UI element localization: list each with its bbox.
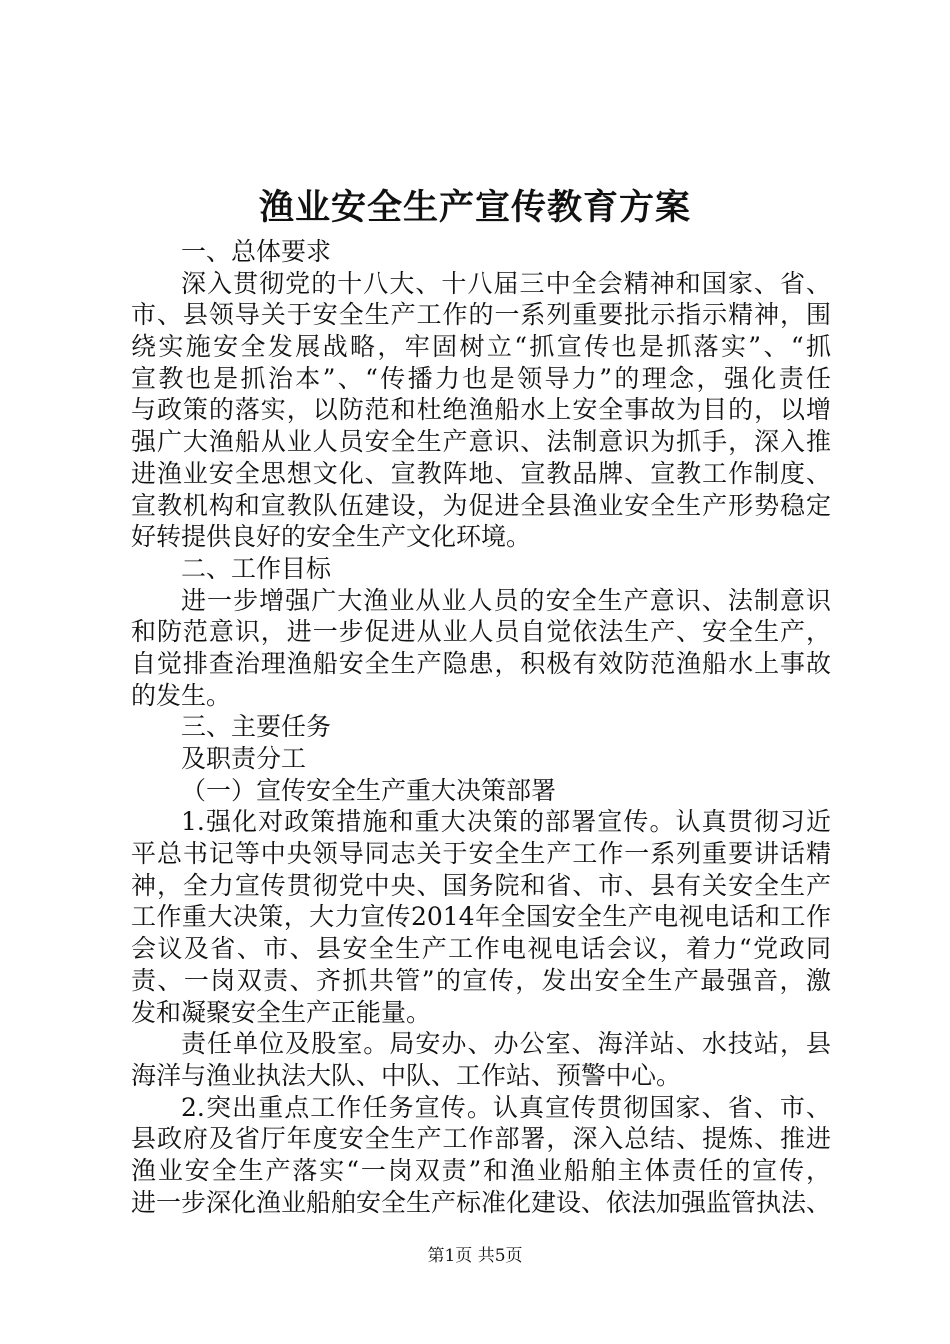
- body-text-line: 二、工作目标: [181, 553, 332, 583]
- body-text-line: 进一步深化渔业船舶安全生产标准化建设、依法加强监管执法、: [131, 1187, 832, 1217]
- body-text-line: 渔业安全生产落实“一岗双责”和渔业船舶主体责任的宣传，: [131, 1155, 831, 1185]
- body-text-line: 的发生。: [131, 680, 232, 710]
- body-text-line: 1.强化对政策措施和重大决策的部署宣传。认真贯彻习近: [181, 807, 831, 837]
- body-text-line: 强广大渔船从业人员安全生产意识、法制意识为抓手，深入推: [131, 427, 831, 457]
- body-text-line: 会议及省、市、县安全生产工作电视电话会议，着力“党政同: [131, 934, 831, 964]
- body-text-line: 及职责分工: [181, 744, 307, 773]
- body-text-line: 责、一岗双责、齐抓共管”的宣传，发出安全生产最强音，激: [131, 965, 831, 995]
- body-text-line: 市、县领导关于安全生产工作的一系列重要批示指示精神，围: [131, 300, 831, 330]
- body-text-line: （一）宣传安全生产重大决策部署: [181, 775, 557, 805]
- body-text-line: 县政府及省厅年度安全生产工作部署，深入总结、提炼、推进: [131, 1124, 831, 1154]
- body-text-line: 自觉排查治理渔船安全生产隐患，积极有效防范渔船水上事故: [131, 648, 831, 678]
- body-text-line: 三、主要任务: [181, 712, 332, 742]
- body-text-line: 一、总体要求: [181, 237, 332, 266]
- body-text-line: 海洋与渔业执法大队、中队、工作站、预警中心。: [131, 1060, 682, 1090]
- body-text-line: 宣教也是抓治本”、“传播力也是领导力”的理念，强化责任: [131, 363, 831, 393]
- page-footer: 第1页 共5页: [427, 1246, 523, 1266]
- body-text-line: 进渔业安全思想文化、宣教阵地、宣教品牌、宣教工作制度、: [131, 458, 831, 488]
- body-text-line: 宣教机构和宣教队伍建设，为促进全县渔业安全生产形势稳定: [131, 490, 831, 520]
- body-text-line: 神，全力宣传贯彻党中央、国务院和省、市、县有关安全生产: [131, 870, 831, 900]
- document-title: 渔业安全生产宣传教育方案: [258, 187, 691, 228]
- body-text-line: 责任单位及股室。局安办、办公室、海洋站、水技站，县: [181, 1029, 831, 1059]
- body-text-line: 和防范意识，进一步促进从业人员自觉依法生产、安全生产，: [131, 617, 831, 647]
- body-text-line: 绕实施安全发展战略，牢固树立“抓宣传也是抓落实”、“抓: [131, 332, 831, 362]
- body-text-line: 进一步增强广大渔业从业人员的安全生产意识、法制意识: [181, 585, 831, 615]
- body-text-line: 2.突出重点工作任务宣传。认真宣传贯彻国家、省、市、: [181, 1092, 831, 1122]
- body-text-line: 与政策的落实，以防范和杜绝渔船水上安全事故为目的，以增: [131, 395, 831, 425]
- body-text-line: 深入贯彻党的十八大、十八届三中全会精神和国家、省、: [181, 268, 831, 298]
- body-text-line: 工作重大决策，大力宣传2014年全国安全生产电视电话和工作: [131, 902, 831, 932]
- document-body: [131, 236, 831, 1218]
- body-text-line: 好转提供良好的安全生产文化环境。: [131, 522, 532, 552]
- body-text-line: 发和凝聚安全生产正能量。: [131, 997, 432, 1027]
- body-text-line: 平总书记等中央领导同志关于安全生产工作一系列重要讲话精: [131, 839, 831, 869]
